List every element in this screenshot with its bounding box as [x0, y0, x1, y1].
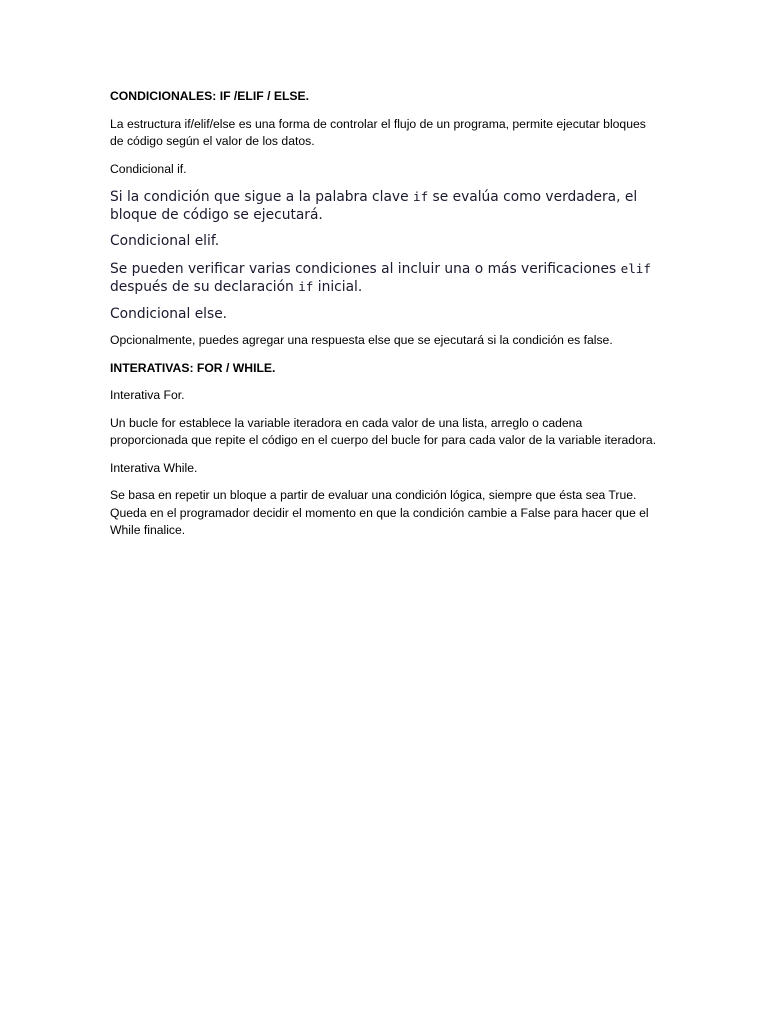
elif-code: elif: [620, 260, 651, 276]
for-title: Interativa For.: [110, 388, 185, 402]
elif-text-part1: Se pueden verificar varias condiciones al incluir una o más verificaciones: [110, 260, 621, 277]
while-title: Interativa While.: [110, 460, 198, 475]
elif-description: [110, 260, 660, 297]
if-description: [110, 188, 660, 224]
if-code: if: [412, 189, 429, 204]
document-page: [110, 88, 660, 550]
if-text-after: se evalúa como verdadera, el bloque de código se ejecutará.: [110, 189, 638, 223]
else-description: Opcionalmente, puedes agregar una respuesta else que se ejecutará si la condición es false.: [110, 333, 613, 347]
heading-iteratives: INTERATIVAS: FOR / WHILE.: [110, 360, 276, 375]
else-title: Condicional else.: [110, 305, 228, 322]
elif-text-part2: después de su declaración: [110, 279, 299, 295]
heading-conditionals: CONDICIONALES: IF /ELIF / ELSE.: [110, 89, 310, 103]
intro-paragraph: La estructura if/elif/else es una forma de controlar el flujo de un programa, permite ejecutar bloques de código según el valor de los datos.: [110, 116, 646, 148]
for-description: Un bucle for establece la variable iteradora en cada valor de una lista, arreglo o cadena proporcionada que repite el código en el cuerpo del bucle for para cada valor de la variable iteradora.: [110, 415, 657, 447]
if-title: Condicional if.: [110, 161, 187, 176]
elif-title: Condicional elif.: [110, 233, 220, 249]
elif-text-part3: inicial.: [313, 279, 363, 295]
elif-if-code: if: [298, 279, 314, 294]
if-text-before: Si la condición que sigue a la palabra clave: [110, 189, 413, 205]
while-description: Se basa en repetir un bloque a partir de evaluar una condición lógica, siempre que ésta sea True. Queda en el programador decidir el momento en que la condición cambie a False para hacer que el While finalice.: [110, 488, 649, 537]
